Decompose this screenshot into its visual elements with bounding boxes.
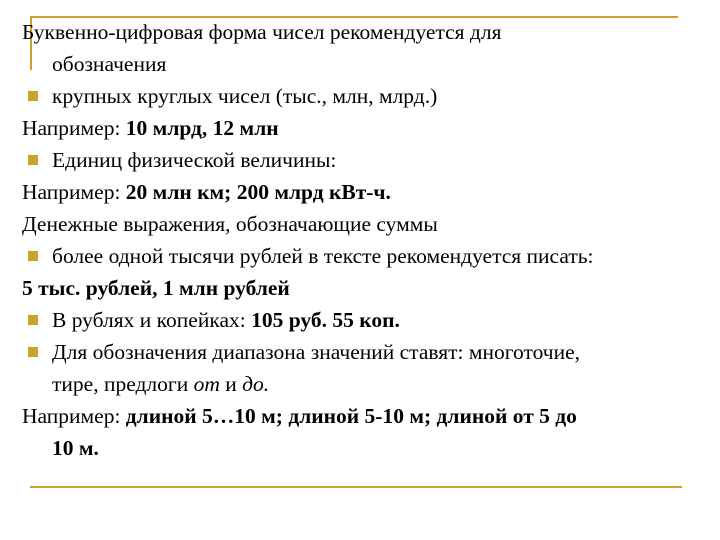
text-line	[22, 368, 702, 400]
bullet-item	[22, 336, 702, 368]
bullet-text: Для обозначения диапазона значений ставят: многоточие,	[52, 340, 581, 364]
example-value: длиной 5…10 м; длиной 5-10 м; длиной от 5 до	[125, 404, 577, 428]
example-value: 20 млн км; 200 млрд кВт-ч.	[125, 180, 391, 204]
italic-word: от	[193, 372, 220, 396]
text-line: Буквенно-цифровая форма чисел рекомендуется для	[22, 20, 502, 44]
example-line	[22, 400, 702, 432]
bullet-text: Единиц физической величины:	[52, 148, 337, 172]
bullet-text: крупных круглых чисел (тыс., млн, млрд.)	[52, 84, 438, 108]
square-bullet-icon	[28, 91, 38, 101]
text-line: Денежные выражения, обозначающие суммы	[22, 212, 438, 236]
bullet-text: более одной тысячи рублей в тексте рекомендуется писать:	[52, 244, 594, 268]
text-line: обозначения	[52, 52, 167, 76]
example-value: 10 м.	[52, 436, 99, 460]
example-line	[22, 112, 702, 144]
square-bullet-icon	[28, 347, 38, 357]
square-bullet-icon	[28, 155, 38, 165]
example-prefix: Например:	[22, 180, 126, 204]
bullet-item	[22, 304, 702, 336]
text-middle: и	[219, 372, 243, 396]
example-line	[22, 176, 702, 208]
example-prefix: Например:	[22, 116, 126, 140]
square-bullet-icon	[28, 315, 38, 325]
example-value: 105 руб. 55 коп.	[251, 308, 400, 332]
bullet-item	[22, 144, 702, 176]
example-prefix: Например:	[22, 404, 126, 428]
square-bullet-icon	[28, 251, 38, 261]
example-value: 5 тыс. рублей, 1 млн рублей	[22, 276, 290, 300]
text-prefix: тире, предлоги	[52, 372, 194, 396]
bullet-item	[22, 80, 702, 112]
bottom-rule	[30, 486, 682, 488]
example-line	[22, 432, 702, 464]
bullet-item	[22, 240, 702, 272]
example-line	[22, 272, 702, 304]
example-value: 10 млрд, 12 млн	[125, 116, 279, 140]
italic-word: до.	[242, 372, 270, 396]
bullet-text: В рублях и копейках:	[52, 308, 252, 332]
slide-body	[22, 16, 702, 464]
